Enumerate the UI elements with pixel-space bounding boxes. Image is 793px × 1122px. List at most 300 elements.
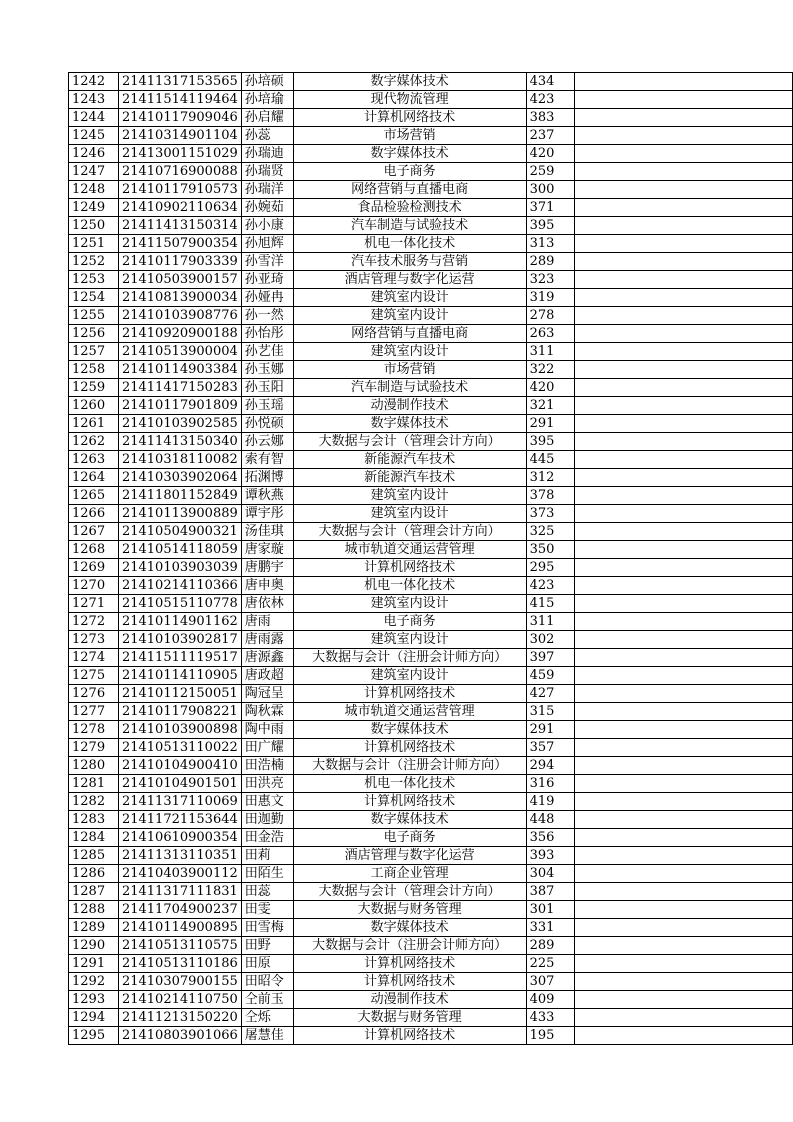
major-cell: 大数据与财务管理 <box>293 901 526 919</box>
major-cell: 计算机网络技术 <box>293 739 526 757</box>
seq-cell: 1290 <box>69 937 119 955</box>
major-cell: 计算机网络技术 <box>293 793 526 811</box>
table-row <box>69 613 793 631</box>
table-row <box>69 793 793 811</box>
major-cell: 大数据与会计（注册会计师方向） <box>293 937 526 955</box>
blank-cell <box>574 739 792 757</box>
seq-cell: 1265 <box>69 487 119 505</box>
exam-id-cell: 21410104901501 <box>118 775 241 793</box>
exam-id-cell: 21410503900157 <box>118 271 241 289</box>
seq-cell: 1275 <box>69 667 119 685</box>
score-cell: 304 <box>526 865 574 883</box>
table-row <box>69 703 793 721</box>
blank-cell <box>574 829 792 847</box>
table-row <box>69 505 793 523</box>
major-cell: 数字媒体技术 <box>293 721 526 739</box>
blank-cell <box>574 559 792 577</box>
table-row <box>69 955 793 973</box>
blank-cell <box>574 415 792 433</box>
seq-cell: 1262 <box>69 433 119 451</box>
student-name-cell: 孙培瑜 <box>241 91 293 109</box>
exam-id-cell: 21410117901809 <box>118 397 241 415</box>
score-cell: 420 <box>526 379 574 397</box>
major-cell: 数字媒体技术 <box>293 145 526 163</box>
major-cell: 大数据与会计（管理会计方向） <box>293 523 526 541</box>
score-cell: 434 <box>526 73 574 91</box>
seq-cell: 1259 <box>69 379 119 397</box>
blank-cell <box>574 379 792 397</box>
major-cell: 数字媒体技术 <box>293 73 526 91</box>
score-cell: 393 <box>526 847 574 865</box>
seq-cell: 1261 <box>69 415 119 433</box>
blank-cell <box>574 289 792 307</box>
major-cell: 计算机网络技术 <box>293 559 526 577</box>
seq-cell: 1278 <box>69 721 119 739</box>
exam-id-cell: 21411313110351 <box>118 847 241 865</box>
table-row <box>69 235 793 253</box>
student-name-cell: 田陌生 <box>241 865 293 883</box>
student-name-cell: 屠慧佳 <box>241 1027 293 1045</box>
major-cell: 机电一体化技术 <box>293 775 526 793</box>
score-cell: 331 <box>526 919 574 937</box>
student-name-cell: 孙玉娜 <box>241 361 293 379</box>
seq-cell: 1247 <box>69 163 119 181</box>
score-cell: 259 <box>526 163 574 181</box>
seq-cell: 1255 <box>69 307 119 325</box>
blank-cell <box>574 631 792 649</box>
student-name-cell: 田雪梅 <box>241 919 293 937</box>
student-name-cell: 唐家璇 <box>241 541 293 559</box>
seq-cell: 1246 <box>69 145 119 163</box>
seq-cell: 1242 <box>69 73 119 91</box>
exam-id-cell: 21410716900088 <box>118 163 241 181</box>
major-cell: 大数据与会计（管理会计方向） <box>293 883 526 901</box>
blank-cell <box>574 973 792 991</box>
major-cell: 城市轨道交通运营管理 <box>293 541 526 559</box>
score-cell: 302 <box>526 631 574 649</box>
student-name-cell: 孙启耀 <box>241 109 293 127</box>
seq-cell: 1295 <box>69 1027 119 1045</box>
blank-cell <box>574 109 792 127</box>
table-row <box>69 847 793 865</box>
score-cell: 395 <box>526 433 574 451</box>
seq-cell: 1288 <box>69 901 119 919</box>
exam-id-cell: 21410114903384 <box>118 361 241 379</box>
major-cell: 电子商务 <box>293 829 526 847</box>
blank-cell <box>574 181 792 199</box>
seq-cell: 1286 <box>69 865 119 883</box>
seq-cell: 1268 <box>69 541 119 559</box>
table-row <box>69 487 793 505</box>
seq-cell: 1249 <box>69 199 119 217</box>
major-cell: 计算机网络技术 <box>293 685 526 703</box>
table-row <box>69 1027 793 1045</box>
student-name-cell: 孙雪洋 <box>241 253 293 271</box>
blank-cell <box>574 217 792 235</box>
exam-id-cell: 21410513110575 <box>118 937 241 955</box>
exam-id-cell: 21410117903339 <box>118 253 241 271</box>
table-row <box>69 127 793 145</box>
score-cell: 315 <box>526 703 574 721</box>
table-row <box>69 145 793 163</box>
student-name-cell: 田野 <box>241 937 293 955</box>
major-cell: 工商企业管理 <box>293 865 526 883</box>
exam-id-cell: 21410103900898 <box>118 721 241 739</box>
exam-id-cell: 21410103902585 <box>118 415 241 433</box>
table-row <box>69 451 793 469</box>
table-row <box>69 811 793 829</box>
exam-id-cell: 21411317111831 <box>118 883 241 901</box>
major-cell: 新能源汽车技术 <box>293 451 526 469</box>
blank-cell <box>574 649 792 667</box>
table-row <box>69 757 793 775</box>
table-row <box>69 73 793 91</box>
blank-cell <box>574 343 792 361</box>
major-cell: 动漫制作技术 <box>293 991 526 1009</box>
student-name-cell: 拓渊博 <box>241 469 293 487</box>
score-cell: 278 <box>526 307 574 325</box>
major-cell: 大数据与财务管理 <box>293 1009 526 1027</box>
seq-cell: 1284 <box>69 829 119 847</box>
blank-cell <box>574 847 792 865</box>
exam-id-cell: 21410114900895 <box>118 919 241 937</box>
exam-id-cell: 21410214110366 <box>118 577 241 595</box>
score-cell: 316 <box>526 775 574 793</box>
major-cell: 汽车制造与试验技术 <box>293 379 526 397</box>
exam-id-cell: 21410117910573 <box>118 181 241 199</box>
student-name-cell: 孙旭辉 <box>241 235 293 253</box>
table-row <box>69 163 793 181</box>
score-cell: 409 <box>526 991 574 1009</box>
exam-id-cell: 21411514119464 <box>118 91 241 109</box>
major-cell: 建筑室内设计 <box>293 595 526 613</box>
score-cell: 325 <box>526 523 574 541</box>
student-name-cell: 孙小康 <box>241 217 293 235</box>
student-name-cell: 孙亚琦 <box>241 271 293 289</box>
student-name-cell: 唐雨露 <box>241 631 293 649</box>
seq-cell: 1271 <box>69 595 119 613</box>
blank-cell <box>574 577 792 595</box>
major-cell: 机电一体化技术 <box>293 577 526 595</box>
seq-cell: 1279 <box>69 739 119 757</box>
student-name-cell: 田浩楠 <box>241 757 293 775</box>
major-cell: 建筑室内设计 <box>293 289 526 307</box>
table-row <box>69 865 793 883</box>
student-name-cell: 唐政超 <box>241 667 293 685</box>
blank-cell <box>574 721 792 739</box>
score-cell: 313 <box>526 235 574 253</box>
major-cell: 计算机网络技术 <box>293 955 526 973</box>
student-name-cell: 孙玉瑶 <box>241 397 293 415</box>
table-row <box>69 775 793 793</box>
student-name-cell: 田洪亮 <box>241 775 293 793</box>
table-row <box>69 109 793 127</box>
admission-table <box>68 72 793 1045</box>
score-cell: 373 <box>526 505 574 523</box>
blank-cell <box>574 775 792 793</box>
table-row <box>69 739 793 757</box>
major-cell: 食品检验检测技术 <box>293 199 526 217</box>
table-row <box>69 217 793 235</box>
score-cell: 445 <box>526 451 574 469</box>
student-name-cell: 孙瑞迪 <box>241 145 293 163</box>
student-name-cell: 田原 <box>241 955 293 973</box>
table-row <box>69 577 793 595</box>
score-cell: 195 <box>526 1027 574 1045</box>
blank-cell <box>574 199 792 217</box>
table-row <box>69 631 793 649</box>
major-cell: 电子商务 <box>293 613 526 631</box>
table-row <box>69 325 793 343</box>
score-cell: 322 <box>526 361 574 379</box>
major-cell: 动漫制作技术 <box>293 397 526 415</box>
major-cell: 机电一体化技术 <box>293 235 526 253</box>
score-cell: 420 <box>526 145 574 163</box>
exam-id-cell: 21410504900321 <box>118 523 241 541</box>
score-cell: 371 <box>526 199 574 217</box>
seq-cell: 1248 <box>69 181 119 199</box>
score-cell: 289 <box>526 253 574 271</box>
exam-id-cell: 21410314901104 <box>118 127 241 145</box>
exam-id-cell: 21410114901162 <box>118 613 241 631</box>
table-row <box>69 469 793 487</box>
exam-id-cell: 21410813900034 <box>118 289 241 307</box>
seq-cell: 1250 <box>69 217 119 235</box>
table-row <box>69 433 793 451</box>
blank-cell <box>574 901 792 919</box>
table-row <box>69 523 793 541</box>
student-name-cell: 汤佳琪 <box>241 523 293 541</box>
seq-cell: 1289 <box>69 919 119 937</box>
score-cell: 291 <box>526 415 574 433</box>
blank-cell <box>574 91 792 109</box>
table-row <box>69 991 793 1009</box>
exam-id-cell: 21410403900112 <box>118 865 241 883</box>
score-cell: 395 <box>526 217 574 235</box>
exam-id-cell: 21413001151029 <box>118 145 241 163</box>
exam-id-cell: 21411417150283 <box>118 379 241 397</box>
blank-cell <box>574 991 792 1009</box>
score-cell: 263 <box>526 325 574 343</box>
exam-id-cell: 21410514118059 <box>118 541 241 559</box>
score-cell: 356 <box>526 829 574 847</box>
blank-cell <box>574 1009 792 1027</box>
student-name-cell: 唐申奥 <box>241 577 293 595</box>
table-row <box>69 253 793 271</box>
student-name-cell: 孙婉茹 <box>241 199 293 217</box>
student-name-cell: 唐源鑫 <box>241 649 293 667</box>
score-cell: 357 <box>526 739 574 757</box>
score-cell: 383 <box>526 109 574 127</box>
exam-id-cell: 21410513110022 <box>118 739 241 757</box>
table-row <box>69 289 793 307</box>
seq-cell: 1267 <box>69 523 119 541</box>
table-row <box>69 397 793 415</box>
seq-cell: 1276 <box>69 685 119 703</box>
major-cell: 计算机网络技术 <box>293 973 526 991</box>
major-cell: 计算机网络技术 <box>293 1027 526 1045</box>
student-name-cell: 孙一然 <box>241 307 293 325</box>
major-cell: 电子商务 <box>293 163 526 181</box>
major-cell: 新能源汽车技术 <box>293 469 526 487</box>
major-cell: 汽车制造与试验技术 <box>293 217 526 235</box>
seq-cell: 1257 <box>69 343 119 361</box>
seq-cell: 1280 <box>69 757 119 775</box>
blank-cell <box>574 271 792 289</box>
table-body <box>69 73 793 1045</box>
exam-id-cell: 21410104900410 <box>118 757 241 775</box>
score-cell: 295 <box>526 559 574 577</box>
score-cell: 448 <box>526 811 574 829</box>
seq-cell: 1256 <box>69 325 119 343</box>
blank-cell <box>574 253 792 271</box>
seq-cell: 1260 <box>69 397 119 415</box>
exam-id-cell: 21410307900155 <box>118 973 241 991</box>
seq-cell: 1285 <box>69 847 119 865</box>
student-name-cell: 孙玉阳 <box>241 379 293 397</box>
major-cell: 建筑室内设计 <box>293 667 526 685</box>
seq-cell: 1253 <box>69 271 119 289</box>
blank-cell <box>574 361 792 379</box>
score-cell: 378 <box>526 487 574 505</box>
blank-cell <box>574 505 792 523</box>
score-cell: 427 <box>526 685 574 703</box>
blank-cell <box>574 487 792 505</box>
blank-cell <box>574 883 792 901</box>
seq-cell: 1274 <box>69 649 119 667</box>
table-row <box>69 1009 793 1027</box>
major-cell: 计算机网络技术 <box>293 109 526 127</box>
exam-id-cell: 21410117909046 <box>118 109 241 127</box>
student-name-cell: 田迦勤 <box>241 811 293 829</box>
score-cell: 397 <box>526 649 574 667</box>
student-name-cell: 孙悦硕 <box>241 415 293 433</box>
blank-cell <box>574 613 792 631</box>
score-cell: 387 <box>526 883 574 901</box>
major-cell: 数字媒体技术 <box>293 811 526 829</box>
score-cell: 225 <box>526 955 574 973</box>
table-row <box>69 379 793 397</box>
table-row <box>69 91 793 109</box>
seq-cell: 1283 <box>69 811 119 829</box>
score-cell: 415 <box>526 595 574 613</box>
student-name-cell: 田蕊 <box>241 883 293 901</box>
exam-id-cell: 21411511119517 <box>118 649 241 667</box>
table-row <box>69 343 793 361</box>
exam-id-cell: 21411721153644 <box>118 811 241 829</box>
table-row <box>69 307 793 325</box>
blank-cell <box>574 145 792 163</box>
score-cell: 319 <box>526 289 574 307</box>
exam-id-cell: 21410103903039 <box>118 559 241 577</box>
blank-cell <box>574 757 792 775</box>
exam-id-cell: 21411317153565 <box>118 73 241 91</box>
blank-cell <box>574 1027 792 1045</box>
blank-cell <box>574 703 792 721</box>
table-row <box>69 649 793 667</box>
score-cell: 312 <box>526 469 574 487</box>
seq-cell: 1273 <box>69 631 119 649</box>
blank-cell <box>574 163 792 181</box>
exam-id-cell: 21411704900237 <box>118 901 241 919</box>
score-cell: 301 <box>526 901 574 919</box>
student-name-cell: 谭宇彤 <box>241 505 293 523</box>
blank-cell <box>574 469 792 487</box>
student-name-cell: 孙艺佳 <box>241 343 293 361</box>
seq-cell: 1287 <box>69 883 119 901</box>
seq-cell: 1269 <box>69 559 119 577</box>
seq-cell: 1254 <box>69 289 119 307</box>
table-row <box>69 271 793 289</box>
major-cell: 建筑室内设计 <box>293 487 526 505</box>
student-name-cell: 孙怡彤 <box>241 325 293 343</box>
blank-cell <box>574 73 792 91</box>
exam-id-cell: 21410114110905 <box>118 667 241 685</box>
score-cell: 311 <box>526 613 574 631</box>
student-name-cell: 唐鹏宇 <box>241 559 293 577</box>
exam-id-cell: 21411413150340 <box>118 433 241 451</box>
table-row <box>69 415 793 433</box>
blank-cell <box>574 955 792 973</box>
seq-cell: 1293 <box>69 991 119 1009</box>
score-cell: 294 <box>526 757 574 775</box>
exam-id-cell: 21410920900188 <box>118 325 241 343</box>
table-row <box>69 685 793 703</box>
exam-id-cell: 21410103908776 <box>118 307 241 325</box>
blank-cell <box>574 541 792 559</box>
major-cell: 数字媒体技术 <box>293 415 526 433</box>
seq-cell: 1252 <box>69 253 119 271</box>
major-cell: 汽车技术服务与营销 <box>293 253 526 271</box>
seq-cell: 1291 <box>69 955 119 973</box>
student-name-cell: 田广耀 <box>241 739 293 757</box>
blank-cell <box>574 451 792 469</box>
exam-id-cell: 21410303902064 <box>118 469 241 487</box>
student-name-cell: 孙娅冉 <box>241 289 293 307</box>
score-cell: 289 <box>526 937 574 955</box>
major-cell: 大数据与会计（管理会计方向） <box>293 433 526 451</box>
blank-cell <box>574 433 792 451</box>
blank-cell <box>574 919 792 937</box>
student-name-cell: 仝烁 <box>241 1009 293 1027</box>
student-name-cell: 孙瑞洋 <box>241 181 293 199</box>
score-cell: 423 <box>526 91 574 109</box>
exam-id-cell: 21410214110750 <box>118 991 241 1009</box>
student-name-cell: 孙蕊 <box>241 127 293 145</box>
major-cell: 网络营销与直播电商 <box>293 181 526 199</box>
seq-cell: 1282 <box>69 793 119 811</box>
score-cell: 419 <box>526 793 574 811</box>
table-row <box>69 199 793 217</box>
blank-cell <box>574 793 792 811</box>
major-cell: 建筑室内设计 <box>293 631 526 649</box>
table-row <box>69 721 793 739</box>
student-name-cell: 田莉 <box>241 847 293 865</box>
student-name-cell: 田惠文 <box>241 793 293 811</box>
exam-id-cell: 21411801152849 <box>118 487 241 505</box>
score-cell: 459 <box>526 667 574 685</box>
seq-cell: 1272 <box>69 613 119 631</box>
major-cell: 大数据与会计（注册会计师方向） <box>293 649 526 667</box>
exam-id-cell: 21410113900889 <box>118 505 241 523</box>
student-name-cell: 孙瑞贤 <box>241 163 293 181</box>
exam-id-cell: 21410318110082 <box>118 451 241 469</box>
blank-cell <box>574 235 792 253</box>
student-name-cell: 谭秋燕 <box>241 487 293 505</box>
seq-cell: 1294 <box>69 1009 119 1027</box>
exam-id-cell: 21410610900354 <box>118 829 241 847</box>
table-row <box>69 883 793 901</box>
